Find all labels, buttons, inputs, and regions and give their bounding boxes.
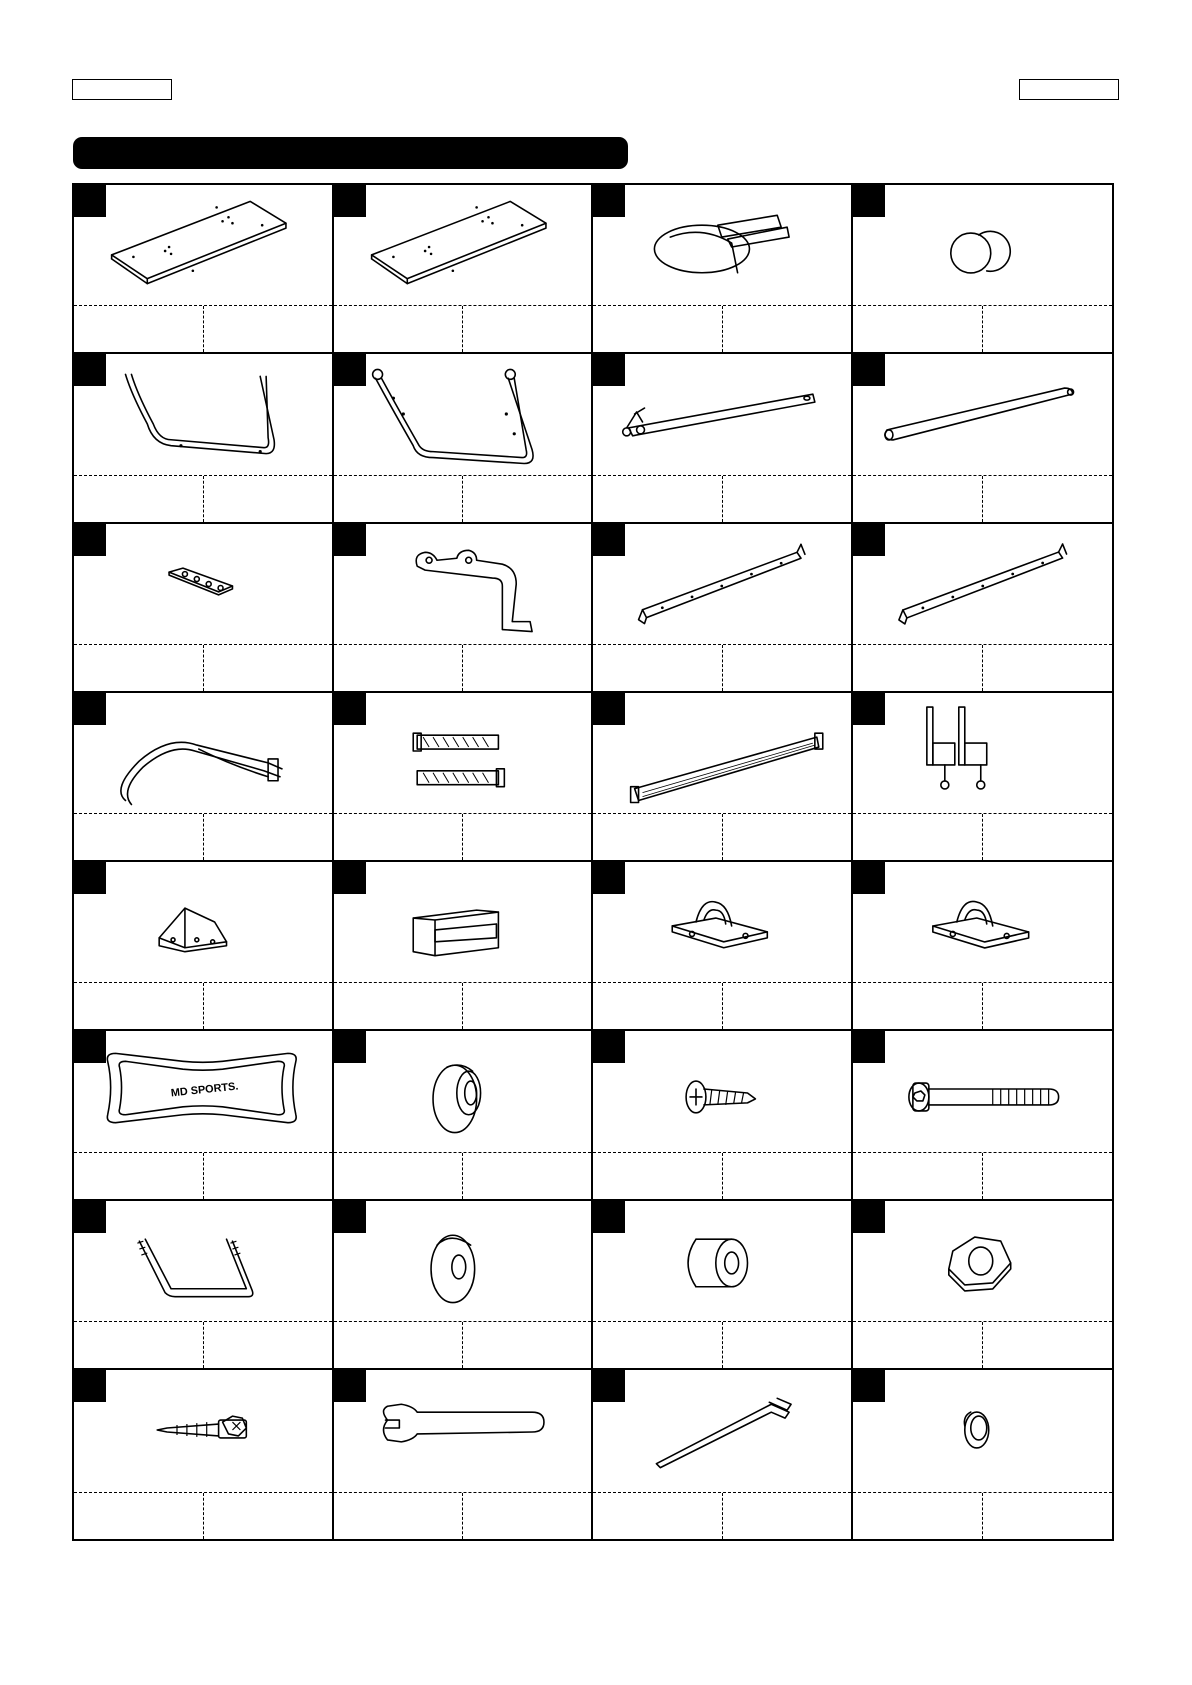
part-info-row [74,644,332,691]
short-straps-icon [334,693,592,813]
part-info-row [593,1492,851,1539]
part-info-row [334,1492,592,1539]
part-info-row [593,982,851,1029]
part-cell [593,1201,853,1370]
angle-rail-icon [853,524,1113,644]
parts-grid [72,183,1114,1541]
part-info-row [74,813,332,860]
part-info-row [74,305,332,352]
part-cell [74,354,334,523]
u-bolt-icon [74,1201,332,1321]
part-info-row [593,305,851,352]
hook-bracket-icon [334,524,592,644]
wrench-icon [334,1370,592,1490]
part-cell [334,1031,594,1200]
angle-rail-icon [593,524,851,644]
part-info-row [853,475,1113,522]
part-cell [74,524,334,693]
part-info-row [853,1321,1113,1368]
part-cell [74,1031,334,1200]
part-cell [593,693,853,862]
part-info-row [334,305,592,352]
part-info-row [334,475,592,522]
part-cell [593,185,853,354]
flanged-bushing-icon [334,1031,592,1151]
logo-plate-icon [74,1031,332,1151]
corner-bracket-icon [74,862,332,982]
part-cell [74,693,334,862]
part-info-row [853,305,1113,352]
part-info-row [853,1492,1113,1539]
part-cell [853,1031,1113,1200]
part-info-row [593,1152,851,1199]
part-cell [593,524,853,693]
u-frame-with-caps-icon [334,354,592,474]
part-cell [74,1201,334,1370]
part-cell [593,1031,853,1200]
header-left-box [72,79,172,100]
lag-screw-icon [74,1370,332,1490]
block-icon [334,862,592,982]
board-panel-icon [334,185,592,305]
part-cell [853,1370,1113,1539]
washer-icon [334,1201,592,1321]
part-cell [853,524,1113,693]
ball-icon [853,185,1113,305]
bracket-cup-icon [593,185,851,305]
part-info-row [74,1492,332,1539]
part-cell [853,693,1113,862]
part-cell [334,1201,594,1370]
part-info-row [593,475,851,522]
part-info-row [853,982,1113,1029]
tube-bar-icon [853,354,1113,474]
logo-text: MD SPORTS. [170,1080,239,1100]
part-cell [853,862,1113,1031]
part-cell [593,354,853,523]
part-info-row [593,813,851,860]
header-right-box [1019,79,1119,100]
part-info-row [593,644,851,691]
part-info-row [74,982,332,1029]
part-info-row [74,475,332,522]
part-info-row [74,1321,332,1368]
part-info-row [334,982,592,1029]
part-info-row [334,813,592,860]
net-strip-icon [593,693,851,813]
part-info-row [334,1152,592,1199]
part-cell [334,693,594,862]
part-cell [334,1370,594,1539]
spring-washer-icon [853,1370,1113,1490]
part-cell [74,862,334,1031]
part-cell [334,524,594,693]
part-cell [853,354,1113,523]
saddle-clamp-icon [593,862,851,982]
screw-icon [593,1031,851,1151]
u-frame-icon [74,354,332,474]
board-panel-icon [74,185,332,305]
part-info-row [74,1152,332,1199]
part-cell [593,1370,853,1539]
part-info-row [853,813,1113,860]
part-info-row [853,644,1113,691]
strap-clips-icon [853,693,1113,813]
part-cell [593,862,853,1031]
part-cell [74,185,334,354]
part-cell [74,1370,334,1539]
part-cell [334,862,594,1031]
section-title-bar [73,137,628,169]
spacer-icon [593,1201,851,1321]
part-cell [334,185,594,354]
strap-with-buckle-icon [74,693,332,813]
part-cell [853,1201,1113,1370]
part-info-row [853,1152,1113,1199]
part-info-row [334,644,592,691]
part-info-row [334,1321,592,1368]
part-cell [334,354,594,523]
part-cell [853,185,1113,354]
hinged-bar-icon [593,354,851,474]
allen-key-icon [593,1370,851,1490]
hex-nut-icon [853,1201,1113,1321]
flat-plate-icon [74,524,332,644]
bolt-icon [853,1031,1113,1151]
part-info-row [593,1321,851,1368]
saddle-clamp-icon [853,862,1113,982]
